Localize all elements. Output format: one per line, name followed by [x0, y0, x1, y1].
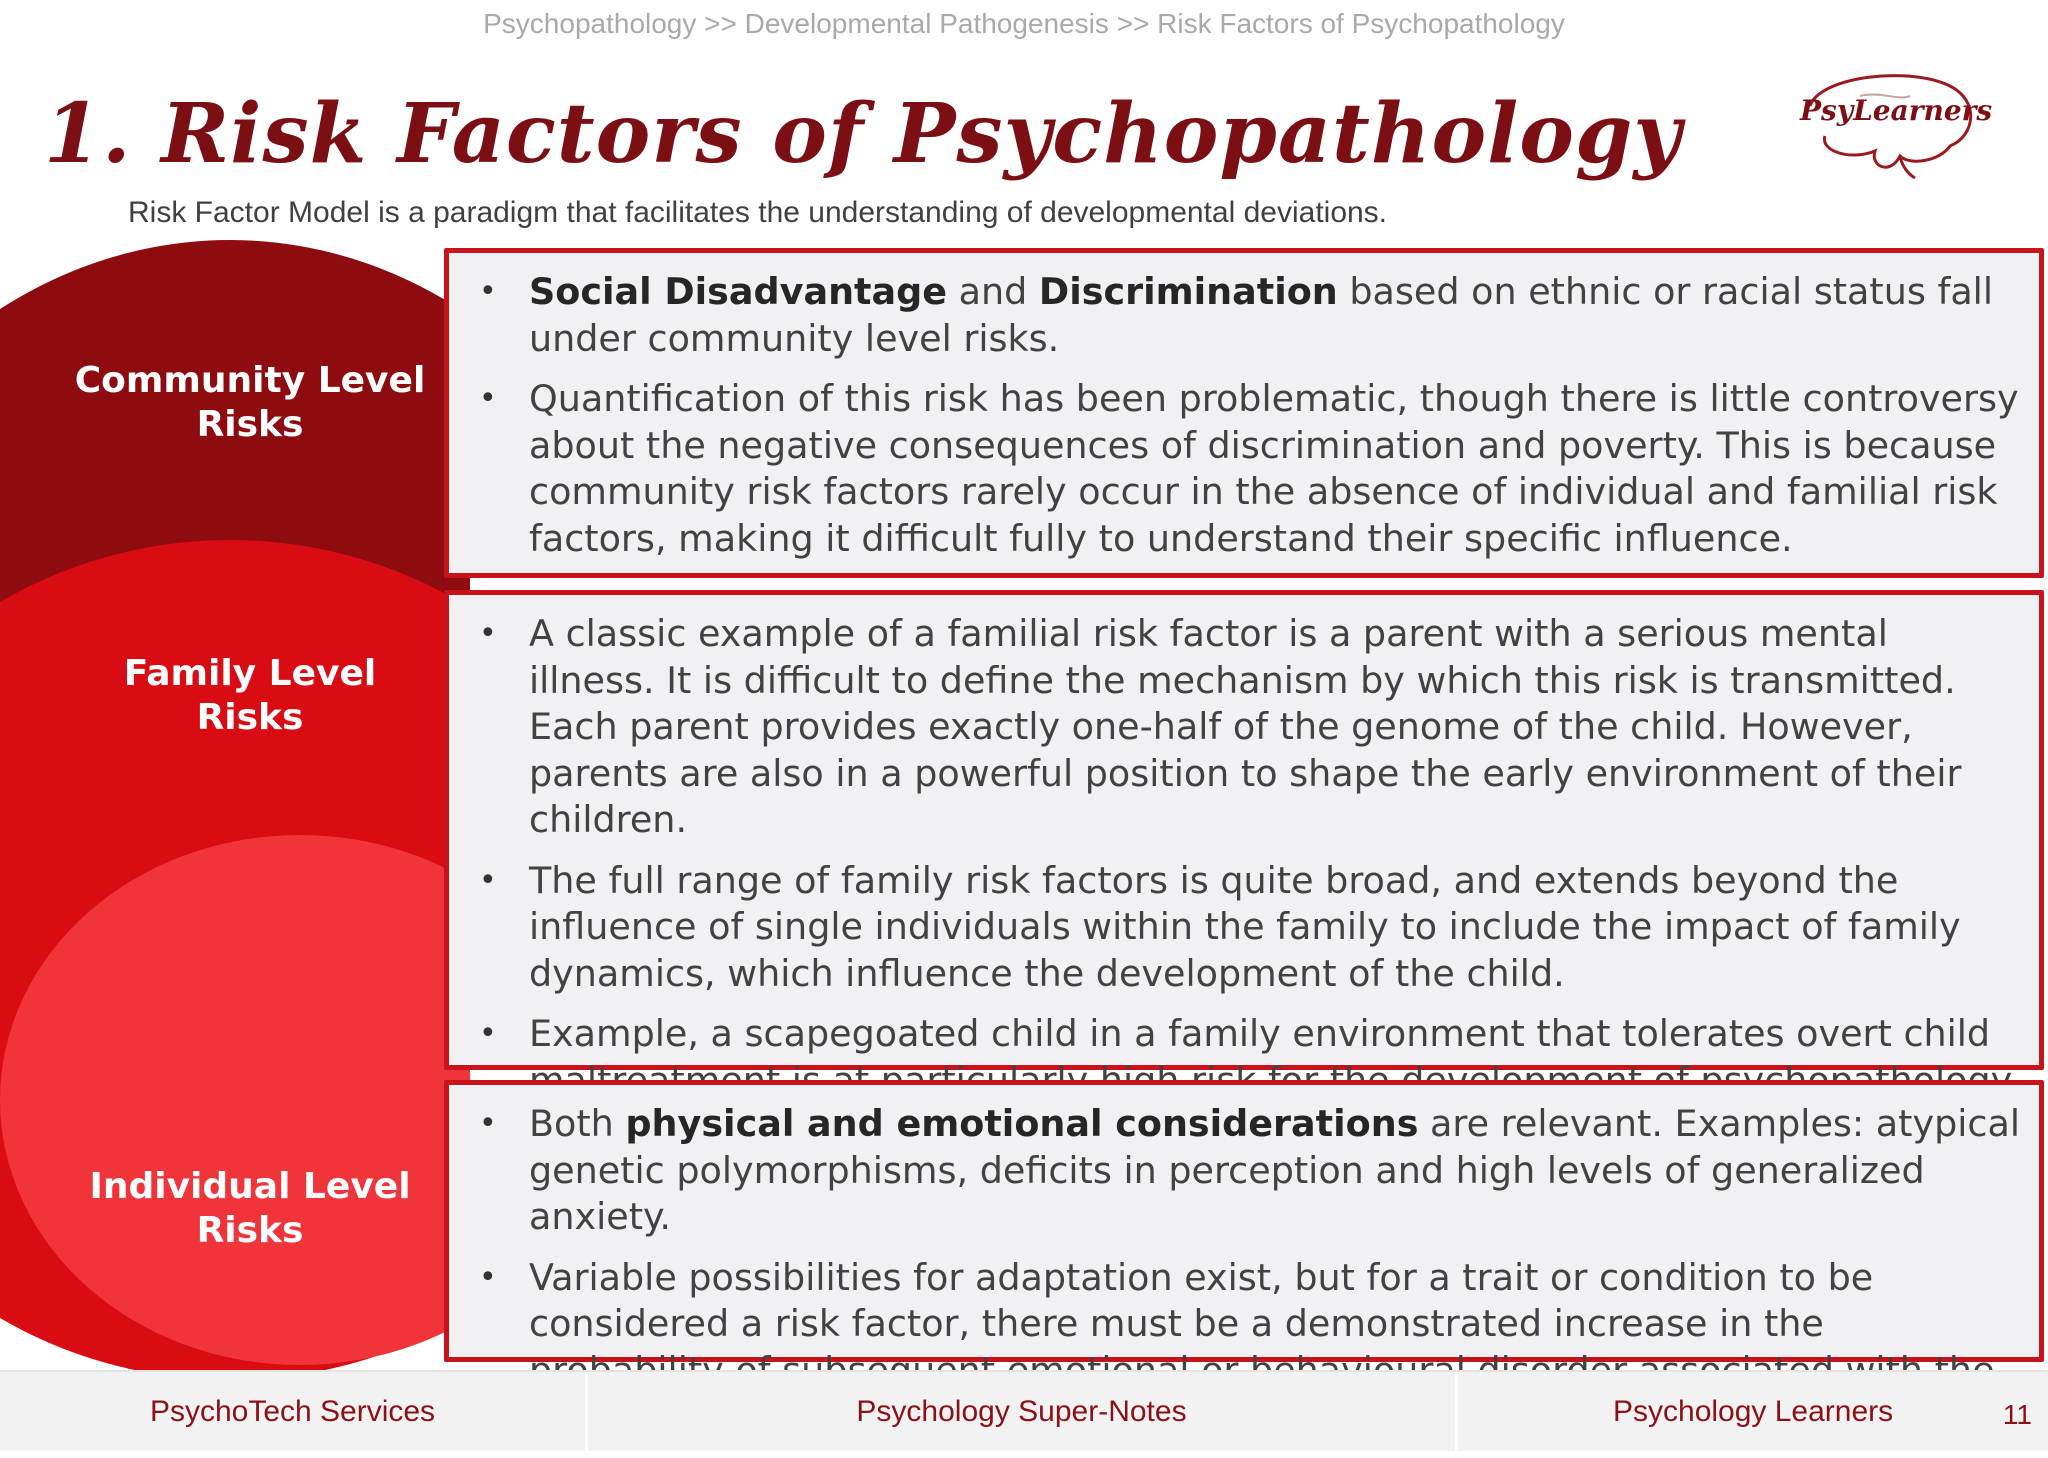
family-level-label: Family Level Risks	[123, 653, 377, 738]
list-item: • A classic example of a familial risk factor is a parent with a serious mental illness. It is difficult to define the mechanism by which this risk is transmitted. Each parent provides exactly one-half of the genome of the child. However, parents are also in a powerful position to shape the early environment of their children.	[479, 612, 1962, 841]
breadcrumb: Psychopathology >> Developmental Pathogenesis >> Risk Factors of Psychopathology	[483, 8, 1565, 39]
page-title: 1. Risk Factors of Psychopathology	[44, 86, 1682, 182]
footer-center: Psychology Super-Notes	[588, 1372, 1458, 1451]
list-item: • Variable possibilities for adaptation exist, but for a trait or condition to be considered a risk factor, there must be a demonstrated increase in the	[479, 1255, 1874, 1345]
footer-right: Psychology Learners	[1613, 1395, 1894, 1428]
community-risks-box	[444, 248, 2044, 578]
list-item: • Example, a scapegoated child in a family environment that tolerates overt child	[479, 1012, 1991, 1055]
list-item: • Both physical and emotional considerations are relevant. Examples: atypical genetic polymorphisms, deficits in perception and high levels of generalized anxiety.	[479, 1102, 2020, 1238]
footer	[0, 1370, 2048, 1451]
psylearners-logo	[1790, 66, 1993, 186]
footer-left: PsychoTech Services	[0, 1372, 588, 1451]
list-item: • Quantification of this risk has been problematic, though there is little controversy about the negative consequences of discrimination and poverty. This is because community risk factors rarely occur in the absence of individual and familial risk factors, making it difficult fully to understand their specific influence.	[479, 377, 2019, 560]
individual-level-label: Individual Level Risks	[89, 1166, 411, 1251]
page-subtitle: Risk Factor Model is a paradigm that facilitates the understanding of developmental deviations.	[128, 196, 1388, 229]
list-item: • The full range of family risk factors is quite broad, and extends beyond the influence of single individuals within the family to include the impact of family dynamics, which influence the development of the child.	[479, 858, 1961, 995]
family-risks-box	[444, 590, 2044, 1070]
page-number: 11	[2002, 1399, 2032, 1430]
individual-risks-box	[444, 1080, 2044, 1362]
list-item: • Social Disadvantage and Discrimination based on ethnic or racial status fall under community level risks.	[479, 270, 1993, 360]
logo-text: PsyLearners	[1800, 94, 1993, 127]
community-level-label: Community Level Risks	[74, 360, 426, 445]
